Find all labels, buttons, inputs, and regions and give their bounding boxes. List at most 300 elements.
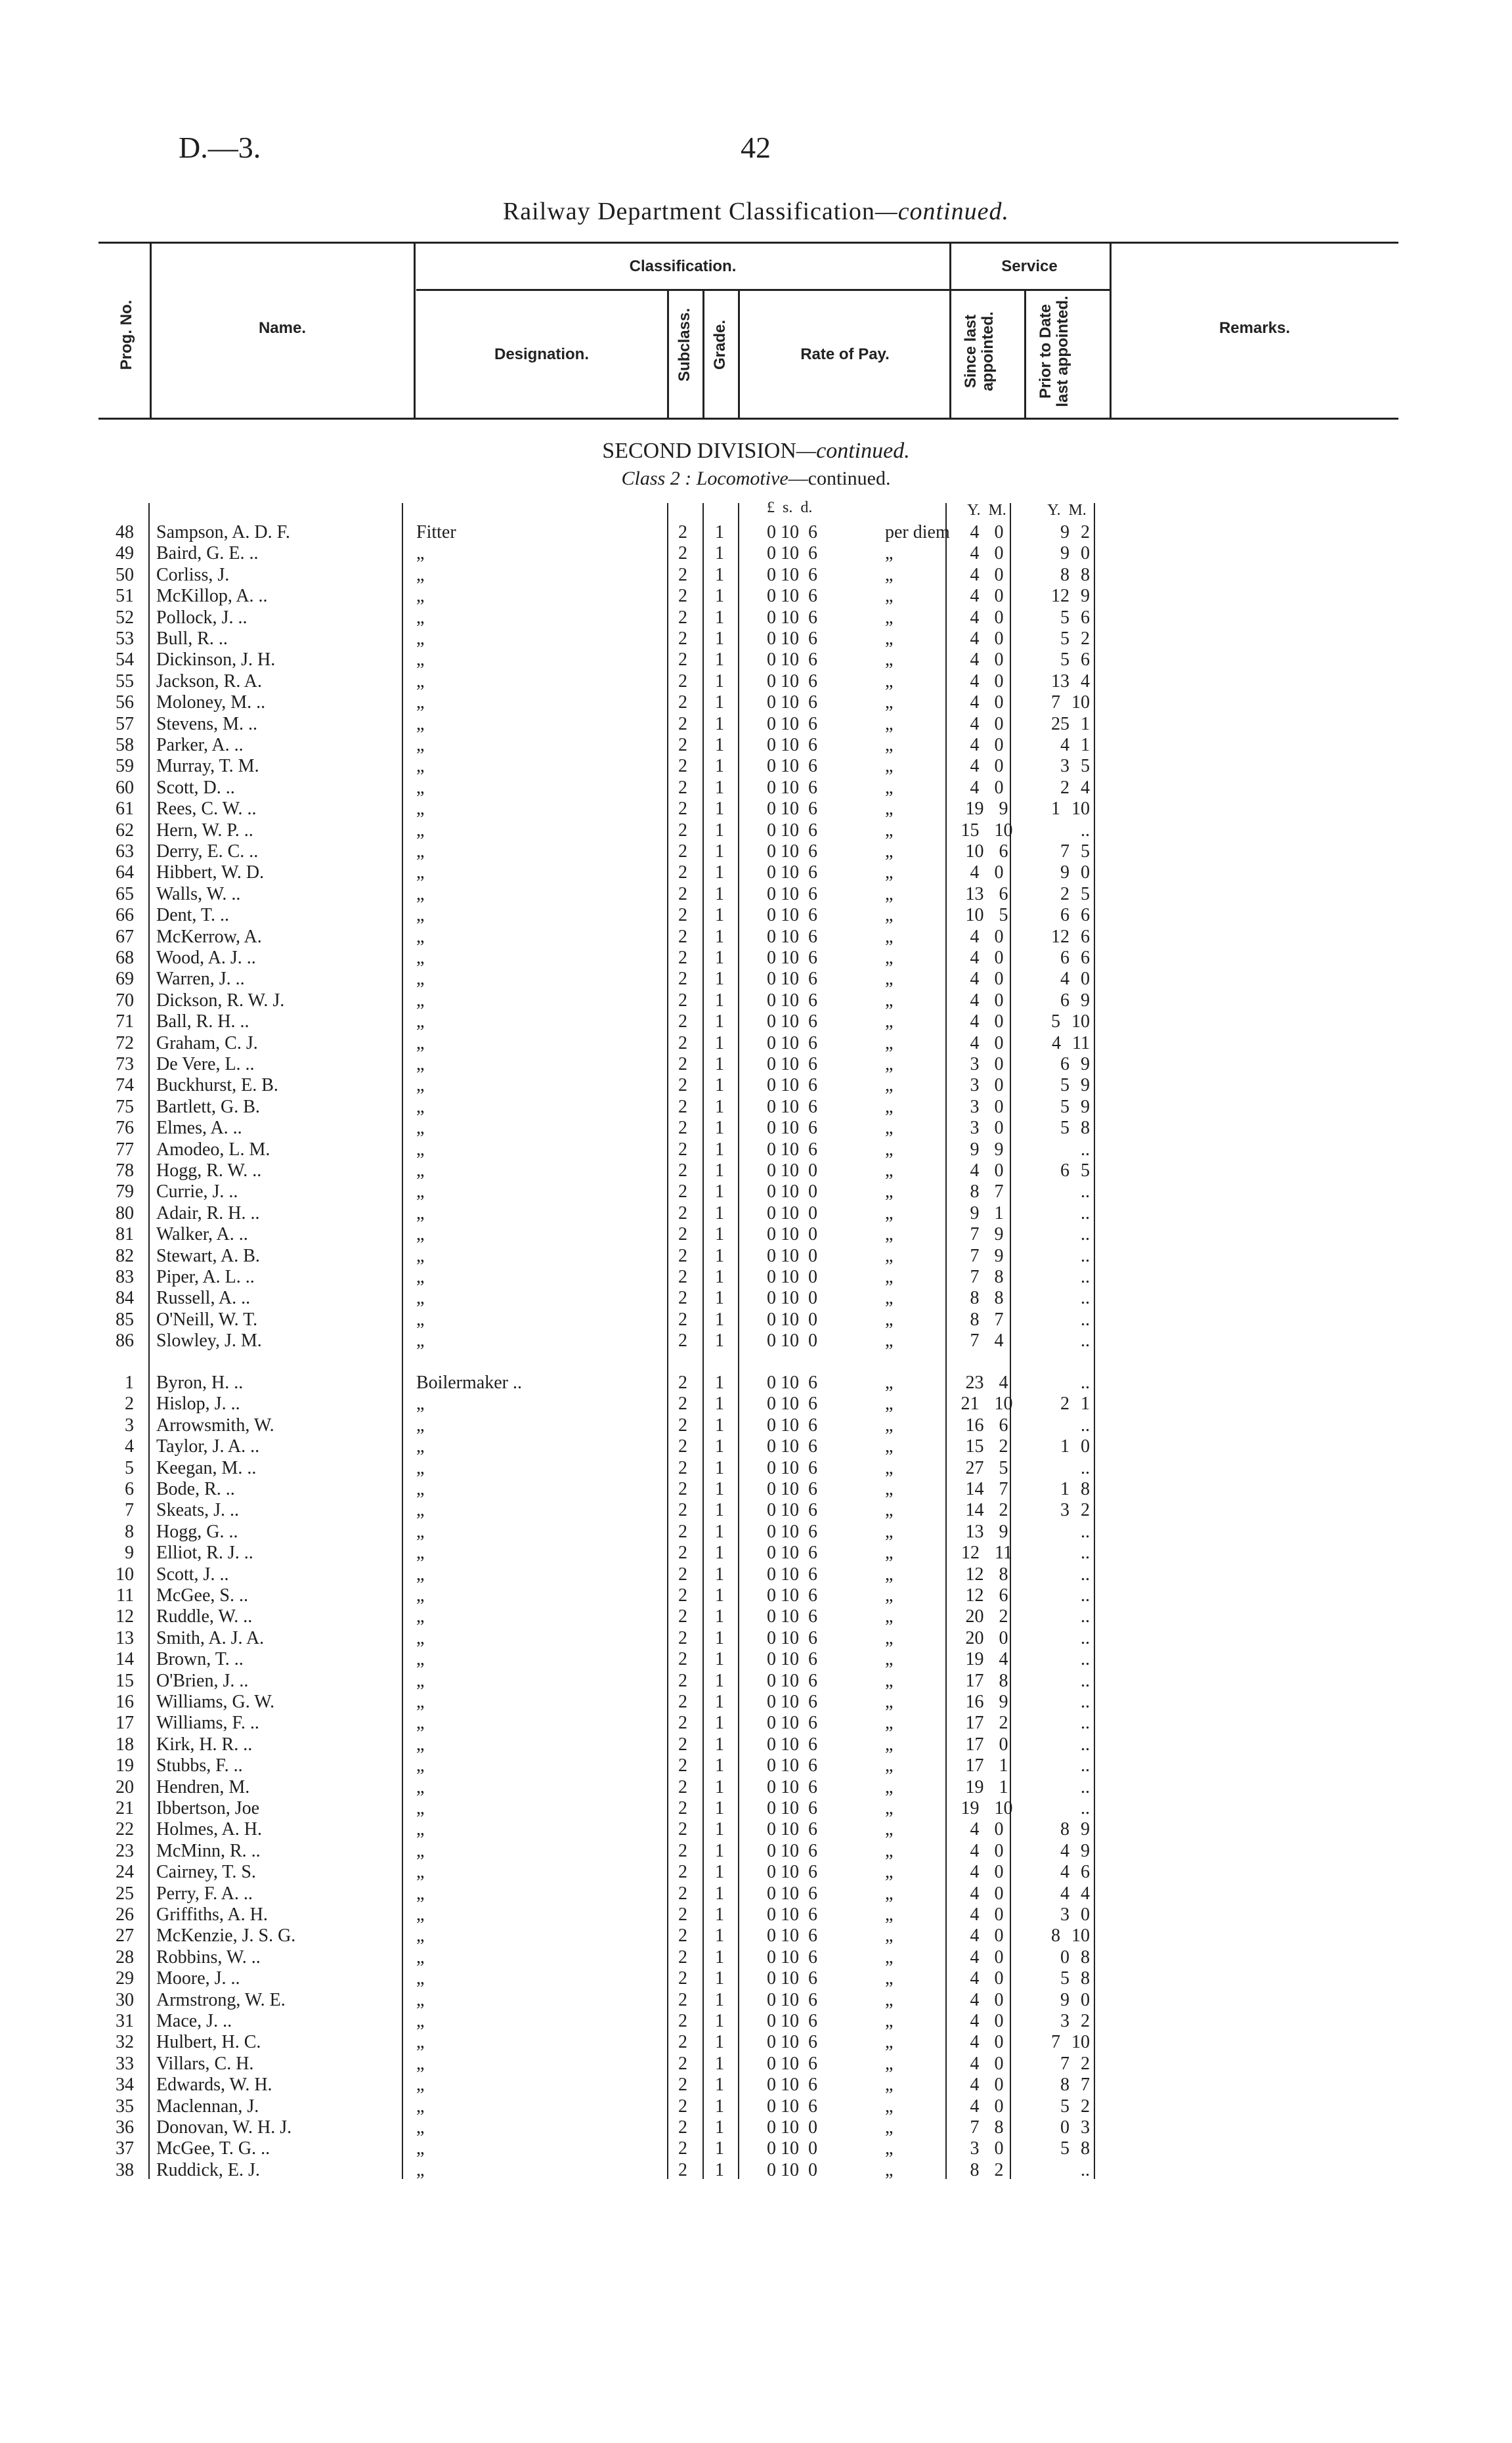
subclass: 2 [678, 522, 687, 542]
pay-note: „ [885, 1713, 894, 1734]
col-rule-since [1024, 289, 1026, 420]
table-row [0, 1011, 1512, 1032]
since-last: 7 8 [970, 1267, 1004, 1287]
since-last: 4 0 [970, 990, 1004, 1011]
pay-note: „ [885, 2011, 894, 2031]
name: Rees, C. W. .. [156, 799, 257, 820]
designation: „ [416, 1564, 425, 1585]
prior-to-date: .. [1081, 1288, 1090, 1309]
since-last: 4 0 [970, 1883, 1004, 1904]
table-row [0, 1139, 1512, 1160]
table-row [0, 884, 1512, 905]
grade: 1 [715, 1181, 724, 1202]
grade: 1 [715, 2159, 724, 2180]
subclass: 2 [678, 1692, 687, 1712]
since-last: 4 0 [970, 1840, 1004, 1861]
since-last: 23 4 [965, 1373, 1008, 1393]
designation: „ [416, 841, 425, 862]
since-last: 4 0 [970, 543, 1004, 564]
pay-note: „ [885, 1947, 894, 1968]
grade: 1 [715, 905, 724, 926]
prog-no: 11 [116, 1585, 134, 1606]
designation: „ [416, 1798, 425, 1818]
subclass: 2 [678, 1373, 687, 1393]
subclass: 2 [678, 2011, 687, 2031]
page-header-code: D.—3. [179, 131, 261, 164]
pay-note: „ [885, 1500, 894, 1521]
name: Williams, F. .. [156, 1713, 259, 1734]
prior-to-date: 3 2 [1060, 1500, 1090, 1521]
rate-of-pay: 0 10 6 [767, 1819, 817, 1840]
rate-of-pay: 0 10 6 [767, 522, 817, 542]
prog-no: 83 [116, 1267, 134, 1287]
pay-note: „ [885, 1904, 894, 1925]
name: Moloney, M. .. [156, 692, 266, 713]
name: Dent, T. .. [156, 905, 229, 926]
rate-of-pay: 0 10 6 [767, 1054, 817, 1074]
rate-of-pay: 0 10 6 [767, 1755, 817, 1776]
subclass: 2 [678, 926, 687, 947]
prior-to-date: .. [1081, 1543, 1090, 1564]
name: Bartlett, G. B. [156, 1096, 260, 1117]
prog-no: 38 [116, 2159, 134, 2180]
pay-note: „ [885, 883, 894, 904]
subclass: 2 [678, 1947, 687, 1968]
grade: 1 [715, 1521, 724, 1542]
designation: „ [416, 799, 425, 820]
grade: 1 [715, 628, 724, 649]
prior-to-date: 0 8 [1060, 1947, 1090, 1968]
pay-note: „ [885, 649, 894, 671]
subclass: 2 [678, 1394, 687, 1415]
rate-of-pay: 0 10 6 [767, 1394, 817, 1415]
table-row [0, 1522, 1512, 1543]
designation: „ [416, 1394, 425, 1415]
subclass: 2 [678, 990, 687, 1011]
prog-no: 22 [116, 1819, 134, 1840]
grade: 1 [715, 820, 724, 841]
name: Hibbert, W. D. [156, 862, 265, 883]
grade: 1 [715, 1968, 724, 1989]
grade: 1 [715, 990, 724, 1011]
subclass: 2 [678, 948, 687, 968]
class-suffix: —continued. [788, 468, 891, 489]
prior-to-date: 4 11 [1052, 1032, 1090, 1053]
since-last: 4 0 [970, 522, 1004, 542]
prior-to-date: .. [1081, 1521, 1090, 1542]
table-row [0, 841, 1512, 862]
grade: 1 [715, 1649, 724, 1670]
prog-no: 7 [125, 1500, 134, 1521]
prior-to-date: 25 1 [1051, 713, 1090, 734]
subclass: 2 [678, 2075, 687, 2096]
pay-note: „ [885, 1011, 894, 1032]
grade: 1 [715, 649, 724, 671]
table-row [0, 905, 1512, 926]
prog-no: 75 [116, 1096, 134, 1117]
table-row [0, 1564, 1512, 1585]
name: Scott, J. .. [156, 1564, 229, 1585]
prior-to-date: .. [1081, 2159, 1090, 2180]
designation: „ [416, 862, 425, 883]
grade: 1 [715, 735, 724, 755]
rate-of-pay: 0 10 6 [767, 735, 817, 755]
prior-to-date: 0 3 [1060, 2117, 1090, 2138]
rate-of-pay: 0 10 6 [767, 1543, 817, 1564]
pay-note: „ [885, 1585, 894, 1606]
prog-no: 18 [116, 1734, 134, 1755]
since-last: 4 0 [970, 1947, 1004, 1968]
prior-to-date: 13 4 [1051, 671, 1090, 692]
rate-of-pay: 0 10 0 [767, 1331, 817, 1352]
name: Walker, A. .. [156, 1224, 248, 1245]
grade: 1 [715, 799, 724, 820]
table-row [0, 2011, 1512, 2032]
grade: 1 [715, 756, 724, 777]
grade: 1 [715, 713, 724, 734]
designation: „ [416, 1862, 425, 1883]
pay-note: „ [885, 2075, 894, 2096]
grade: 1 [715, 1309, 724, 1330]
subclass: 2 [678, 1755, 687, 1776]
since-last: 8 8 [970, 1288, 1004, 1309]
name: Robbins, W. .. [156, 1947, 261, 1968]
rate-of-pay: 0 10 6 [767, 1500, 817, 1521]
grade: 1 [715, 1904, 724, 1925]
prior-to-date: .. [1081, 1776, 1090, 1797]
rate-of-pay: 0 10 6 [767, 1798, 817, 1818]
rate-of-pay: 0 10 6 [767, 841, 817, 862]
rate-of-pay: 0 10 6 [767, 1713, 817, 1734]
subclass: 2 [678, 649, 687, 671]
prog-no: 58 [116, 735, 134, 755]
name: Pollock, J. .. [156, 607, 248, 628]
name: Walls, W. .. [156, 883, 241, 904]
header-rate-of-pay: Rate of Pay. [800, 345, 890, 363]
name: Brown, T. .. [156, 1649, 244, 1670]
table-row [0, 1649, 1512, 1670]
grade: 1 [715, 969, 724, 990]
grade: 1 [715, 1224, 724, 1245]
grade: 1 [715, 1776, 724, 1797]
prog-no: 76 [116, 1118, 134, 1139]
rate-of-pay: 0 10 6 [767, 926, 817, 947]
rate-of-pay: 0 10 6 [767, 1904, 817, 1925]
prog-no: 33 [116, 2053, 134, 2074]
designation: „ [416, 1160, 425, 1181]
prog-no: 35 [116, 2096, 134, 2117]
subclass: 2 [678, 756, 687, 777]
since-last: 7 9 [970, 1245, 1004, 1266]
designation: „ [416, 1713, 425, 1734]
prog-no: 77 [116, 1139, 134, 1160]
subclass: 2 [678, 1267, 687, 1287]
designation: „ [416, 777, 425, 798]
subclass: 2 [678, 1649, 687, 1670]
page-title-continued: —continued. [875, 198, 1010, 225]
table-row [0, 1883, 1512, 1904]
rate-of-pay: 0 10 6 [767, 1457, 817, 1478]
designation: „ [416, 1755, 425, 1776]
pay-note: „ [885, 905, 894, 926]
prog-no: 81 [116, 1224, 134, 1245]
designation: „ [416, 2117, 425, 2138]
subclass: 2 [678, 777, 687, 798]
subclass: 2 [678, 1989, 687, 2010]
designation: „ [416, 1968, 425, 1989]
pay-note: „ [885, 2096, 894, 2117]
table-row [0, 2032, 1512, 2053]
subclass: 2 [678, 1075, 687, 1096]
grade: 1 [715, 777, 724, 798]
grade: 1 [715, 1373, 724, 1393]
subclass: 2 [678, 735, 687, 755]
designation: „ [416, 1734, 425, 1755]
name: Hogg, R. W. .. [156, 1160, 262, 1181]
prog-no: 34 [116, 2075, 134, 2096]
subclass: 2 [678, 1883, 687, 1904]
pay-note: „ [885, 2053, 894, 2074]
pay-note: „ [885, 1032, 894, 1053]
since-last: 4 0 [970, 1904, 1004, 1925]
pay-note: „ [885, 1755, 894, 1776]
table-row [0, 1926, 1512, 1947]
subclass: 2 [678, 1819, 687, 1840]
since-last: 4 0 [970, 564, 1004, 585]
pay-note: „ [885, 1202, 894, 1223]
prog-no: 25 [116, 1883, 134, 1904]
grade: 1 [715, 1436, 724, 1457]
grade: 1 [715, 1075, 724, 1096]
table-row [0, 1990, 1512, 2011]
rate-of-pay: 0 10 6 [767, 607, 817, 628]
since-last: 7 9 [970, 1224, 1004, 1245]
name: O'Brien, J. .. [156, 1670, 249, 1691]
division-title-continued: —continued. [796, 439, 910, 463]
name: Dickson, R. W. J. [156, 990, 285, 1011]
pay-note: „ [885, 1543, 894, 1564]
table-row [0, 1203, 1512, 1224]
rate-of-pay: 0 10 6 [767, 564, 817, 585]
since-last: 16 6 [965, 1415, 1008, 1436]
designation: „ [416, 1670, 425, 1691]
designation: „ [416, 1543, 425, 1564]
since-last: 13 6 [965, 883, 1008, 904]
grade: 1 [715, 926, 724, 947]
prog-no: 13 [116, 1627, 134, 1648]
prog-no: 15 [116, 1670, 134, 1691]
page-title [0, 197, 1512, 226]
since-units: Y. M. [967, 502, 1006, 519]
designation: „ [416, 2011, 425, 2031]
since-last: 4 0 [970, 735, 1004, 755]
table-row [0, 1862, 1512, 1883]
grade: 1 [715, 841, 724, 862]
pay-note: „ [885, 1926, 894, 1947]
since-last: 14 7 [965, 1479, 1008, 1499]
grade: 1 [715, 1883, 724, 1904]
pay-note: „ [885, 926, 894, 947]
rate-of-pay: 0 10 0 [767, 2117, 817, 2138]
prog-no: 21 [116, 1798, 134, 1818]
rate-of-pay: 0 10 6 [767, 1947, 817, 1968]
subclass: 2 [678, 671, 687, 692]
designation: „ [416, 820, 425, 841]
pay-note: „ [885, 777, 894, 798]
subclass: 2 [678, 1585, 687, 1606]
name: Warren, J. .. [156, 969, 245, 990]
since-last: 19 1 [965, 1776, 1008, 1797]
prior-to-date: 2 1 [1060, 1394, 1090, 1415]
prior-to-date: .. [1081, 820, 1090, 841]
rate-of-pay: 0 10 6 [767, 671, 817, 692]
prior-to-date: .. [1081, 1415, 1090, 1436]
header-bottom-rule [98, 418, 1398, 420]
since-last: 4 0 [970, 713, 1004, 734]
pay-note: „ [885, 1840, 894, 1861]
since-last: 4 0 [970, 2032, 1004, 2053]
name: Kirk, H. R. .. [156, 1734, 253, 1755]
prog-no: 2 [125, 1394, 134, 1415]
prior-to-date: 4 6 [1060, 1862, 1090, 1883]
table-row [0, 969, 1512, 990]
pay-note: „ [885, 564, 894, 585]
prog-no: 72 [116, 1032, 134, 1053]
pay-note: „ [885, 735, 894, 755]
prog-no: 66 [116, 905, 134, 926]
prior-to-date: .. [1081, 1457, 1090, 1478]
name: Graham, C. J. [156, 1032, 258, 1053]
since-last: 4 0 [970, 948, 1004, 968]
col-rule-subclass [702, 289, 704, 420]
prior-to-date: .. [1081, 1245, 1090, 1266]
designation: „ [416, 1331, 425, 1352]
designation: „ [416, 1054, 425, 1074]
prior-to-date: .. [1081, 1564, 1090, 1585]
rate-of-pay: 0 10 6 [767, 990, 817, 1011]
prog-no: 61 [116, 799, 134, 820]
col-rule-prior [1110, 242, 1112, 420]
designation: „ [416, 1267, 425, 1287]
rate-of-pay: 0 10 6 [767, 2096, 817, 2117]
table-row [0, 1904, 1512, 1926]
header-service: Service [1001, 257, 1058, 275]
prog-no: 37 [116, 2138, 134, 2159]
subclass: 2 [678, 1202, 687, 1223]
header-since-last: Since last appointed. [962, 311, 997, 391]
designation: „ [416, 713, 425, 734]
designation: „ [416, 628, 425, 649]
header-top-rule [98, 242, 1398, 244]
name: Baird, G. E. .. [156, 543, 259, 564]
grade: 1 [715, 522, 724, 542]
class-name: Locomotive [696, 468, 788, 489]
prog-no: 29 [116, 1968, 134, 1989]
name: Corliss, J. [156, 564, 230, 585]
table-row [0, 1819, 1512, 1840]
rate-of-pay: 0 10 0 [767, 1181, 817, 1202]
prior-to-date: .. [1081, 1373, 1090, 1393]
since-last: 4 0 [970, 586, 1004, 607]
table-row [0, 1436, 1512, 1457]
prior-to-date: 5 2 [1060, 628, 1090, 649]
since-last: 4 0 [970, 1968, 1004, 1989]
prior-to-date: 7 5 [1060, 841, 1090, 862]
prior-to-date: 5 2 [1060, 2096, 1090, 2117]
designation: „ [416, 607, 425, 628]
rate-of-pay: 0 10 6 [767, 1075, 817, 1096]
name: Bull, R. .. [156, 628, 228, 649]
prog-no: 68 [116, 948, 134, 968]
table-row [0, 1798, 1512, 1819]
grade: 1 [715, 1947, 724, 1968]
subclass: 2 [678, 1968, 687, 1989]
since-last: 4 0 [970, 969, 1004, 990]
table-row [0, 1181, 1512, 1202]
subclass: 2 [678, 1500, 687, 1521]
prior-to-date: .. [1081, 1331, 1090, 1352]
grade: 1 [715, 1670, 724, 1691]
rate-of-pay: 0 10 6 [767, 713, 817, 734]
designation: „ [416, 1202, 425, 1223]
table-row [0, 1543, 1512, 1564]
prior-to-date: 4 0 [1060, 969, 1090, 990]
table-row [0, 1310, 1512, 1331]
name: Amodeo, L. M. [156, 1139, 270, 1160]
name: Currie, J. .. [156, 1181, 238, 1202]
pay-note: „ [885, 586, 894, 607]
prog-no: 5 [125, 1457, 134, 1478]
prior-to-date: .. [1081, 1202, 1090, 1223]
prior-to-date: 1 0 [1060, 1436, 1090, 1457]
prog-no: 62 [116, 820, 134, 841]
since-last: 4 0 [970, 777, 1004, 798]
name: Sampson, A. D. F. [156, 522, 290, 542]
prior-to-date: 5 6 [1060, 607, 1090, 628]
table-row [0, 671, 1512, 692]
rate-of-pay: 0 10 6 [767, 1011, 817, 1032]
division-title [0, 439, 1512, 464]
prior-to-date: 12 6 [1051, 926, 1090, 947]
rate-of-pay: 0 10 6 [767, 1989, 817, 2010]
prog-no: 70 [116, 990, 134, 1011]
since-last: 4 0 [970, 1011, 1004, 1032]
pay-note: „ [885, 1054, 894, 1074]
subclass: 2 [678, 1160, 687, 1181]
table-row [0, 1224, 1512, 1245]
subclass: 2 [678, 1139, 687, 1160]
grade: 1 [715, 1245, 724, 1266]
prog-no: 50 [116, 564, 134, 585]
prog-no: 23 [116, 1840, 134, 1861]
rate-of-pay: 0 10 6 [767, 543, 817, 564]
subclass: 2 [678, 841, 687, 862]
pay-note: „ [885, 1670, 894, 1691]
name: McGee, T. G. .. [156, 2138, 270, 2159]
prior-to-date: 7 10 [1051, 692, 1090, 713]
table-row [0, 1267, 1512, 1288]
table-row [0, 2117, 1512, 2138]
table-row [0, 756, 1512, 777]
pay-note: „ [885, 2159, 894, 2180]
since-last: 8 2 [970, 2159, 1004, 2180]
prior-to-date: .. [1081, 1798, 1090, 1818]
grade: 1 [715, 2138, 724, 2159]
prog-no: 8 [125, 1521, 134, 1542]
prior-to-date: .. [1081, 1585, 1090, 1606]
designation: „ [416, 1692, 425, 1712]
rate-of-pay: 0 10 6 [767, 1521, 817, 1542]
